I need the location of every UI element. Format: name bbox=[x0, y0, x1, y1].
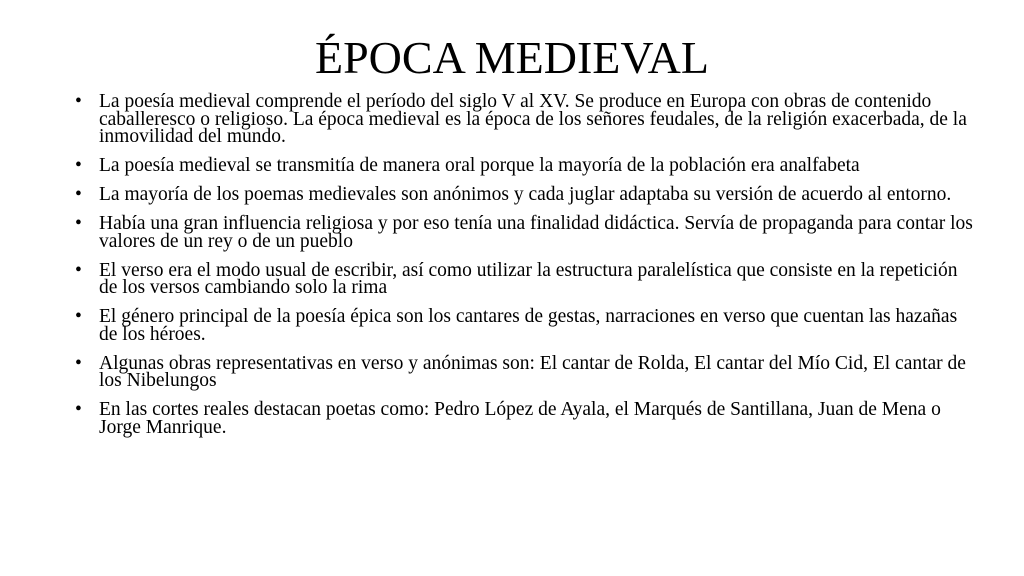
bullet-item bbox=[75, 352, 975, 391]
bullet-text: En las cortes reales destacan poetas como: Pedro López de Ayala, el Marqués de Santillana, Juan de Mena o Jorge Manrique. bbox=[99, 399, 941, 438]
bullet-item bbox=[75, 157, 975, 175]
bullet-dot-icon: • bbox=[75, 213, 82, 234]
bullet-text: Algunas obras representativas en verso y anónimas son: El cantar de Rolda, El cantar del Mío Cid, El cantar de los Nibelungos bbox=[99, 352, 966, 391]
bullet-dot-icon: • bbox=[75, 155, 82, 176]
bullet-text: La poesía medieval se transmitía de manera oral porque la mayoría de la población era analfabeta bbox=[99, 155, 860, 176]
slide-title: ÉPOCA MEDIEVAL bbox=[314, 32, 709, 83]
bullet-item bbox=[75, 93, 975, 146]
bullet-dot-icon: • bbox=[75, 184, 82, 205]
bullet-item bbox=[75, 186, 975, 204]
bullet-item bbox=[75, 308, 975, 343]
bullet-list bbox=[75, 93, 975, 448]
bullet-dot-icon: • bbox=[75, 399, 82, 420]
bullet-text: Había una gran influencia religiosa y por eso tenía una finalidad didáctica. Servía de propaganda para contar los valores de un rey o de un pueblo bbox=[99, 213, 973, 252]
bullet-dot-icon: • bbox=[75, 91, 82, 112]
bullet-item bbox=[75, 401, 975, 436]
bullet-text: El verso era el modo usual de escribir, así como utilizar la estructura paralelística que consiste en la repetición de los versos cambiando solo la rima bbox=[99, 259, 958, 298]
bullet-text: La mayoría de los poemas medievales son anónimos y cada juglar adaptaba su versión de acuerdo al entorno. bbox=[99, 184, 952, 205]
bullet-item bbox=[75, 259, 975, 298]
bullet-text: La poesía medieval comprende el período del siglo V al XV. Se produce en Europa con obras de contenido caballeresco o religioso. La época medieval es la época de los señores feudales, de la religión exacerbada, de la inmovilidad del mundo. bbox=[99, 91, 967, 147]
bullet-text: El género principal de la poesía épica son los cantares de gestas, narraciones en verso que cuentan las hazañas de los héroes. bbox=[99, 306, 958, 345]
bullet-dot-icon: • bbox=[75, 352, 82, 374]
bullet-item bbox=[75, 215, 975, 250]
bullet-dot-icon: • bbox=[75, 306, 82, 327]
bullet-dot-icon: • bbox=[75, 259, 82, 281]
